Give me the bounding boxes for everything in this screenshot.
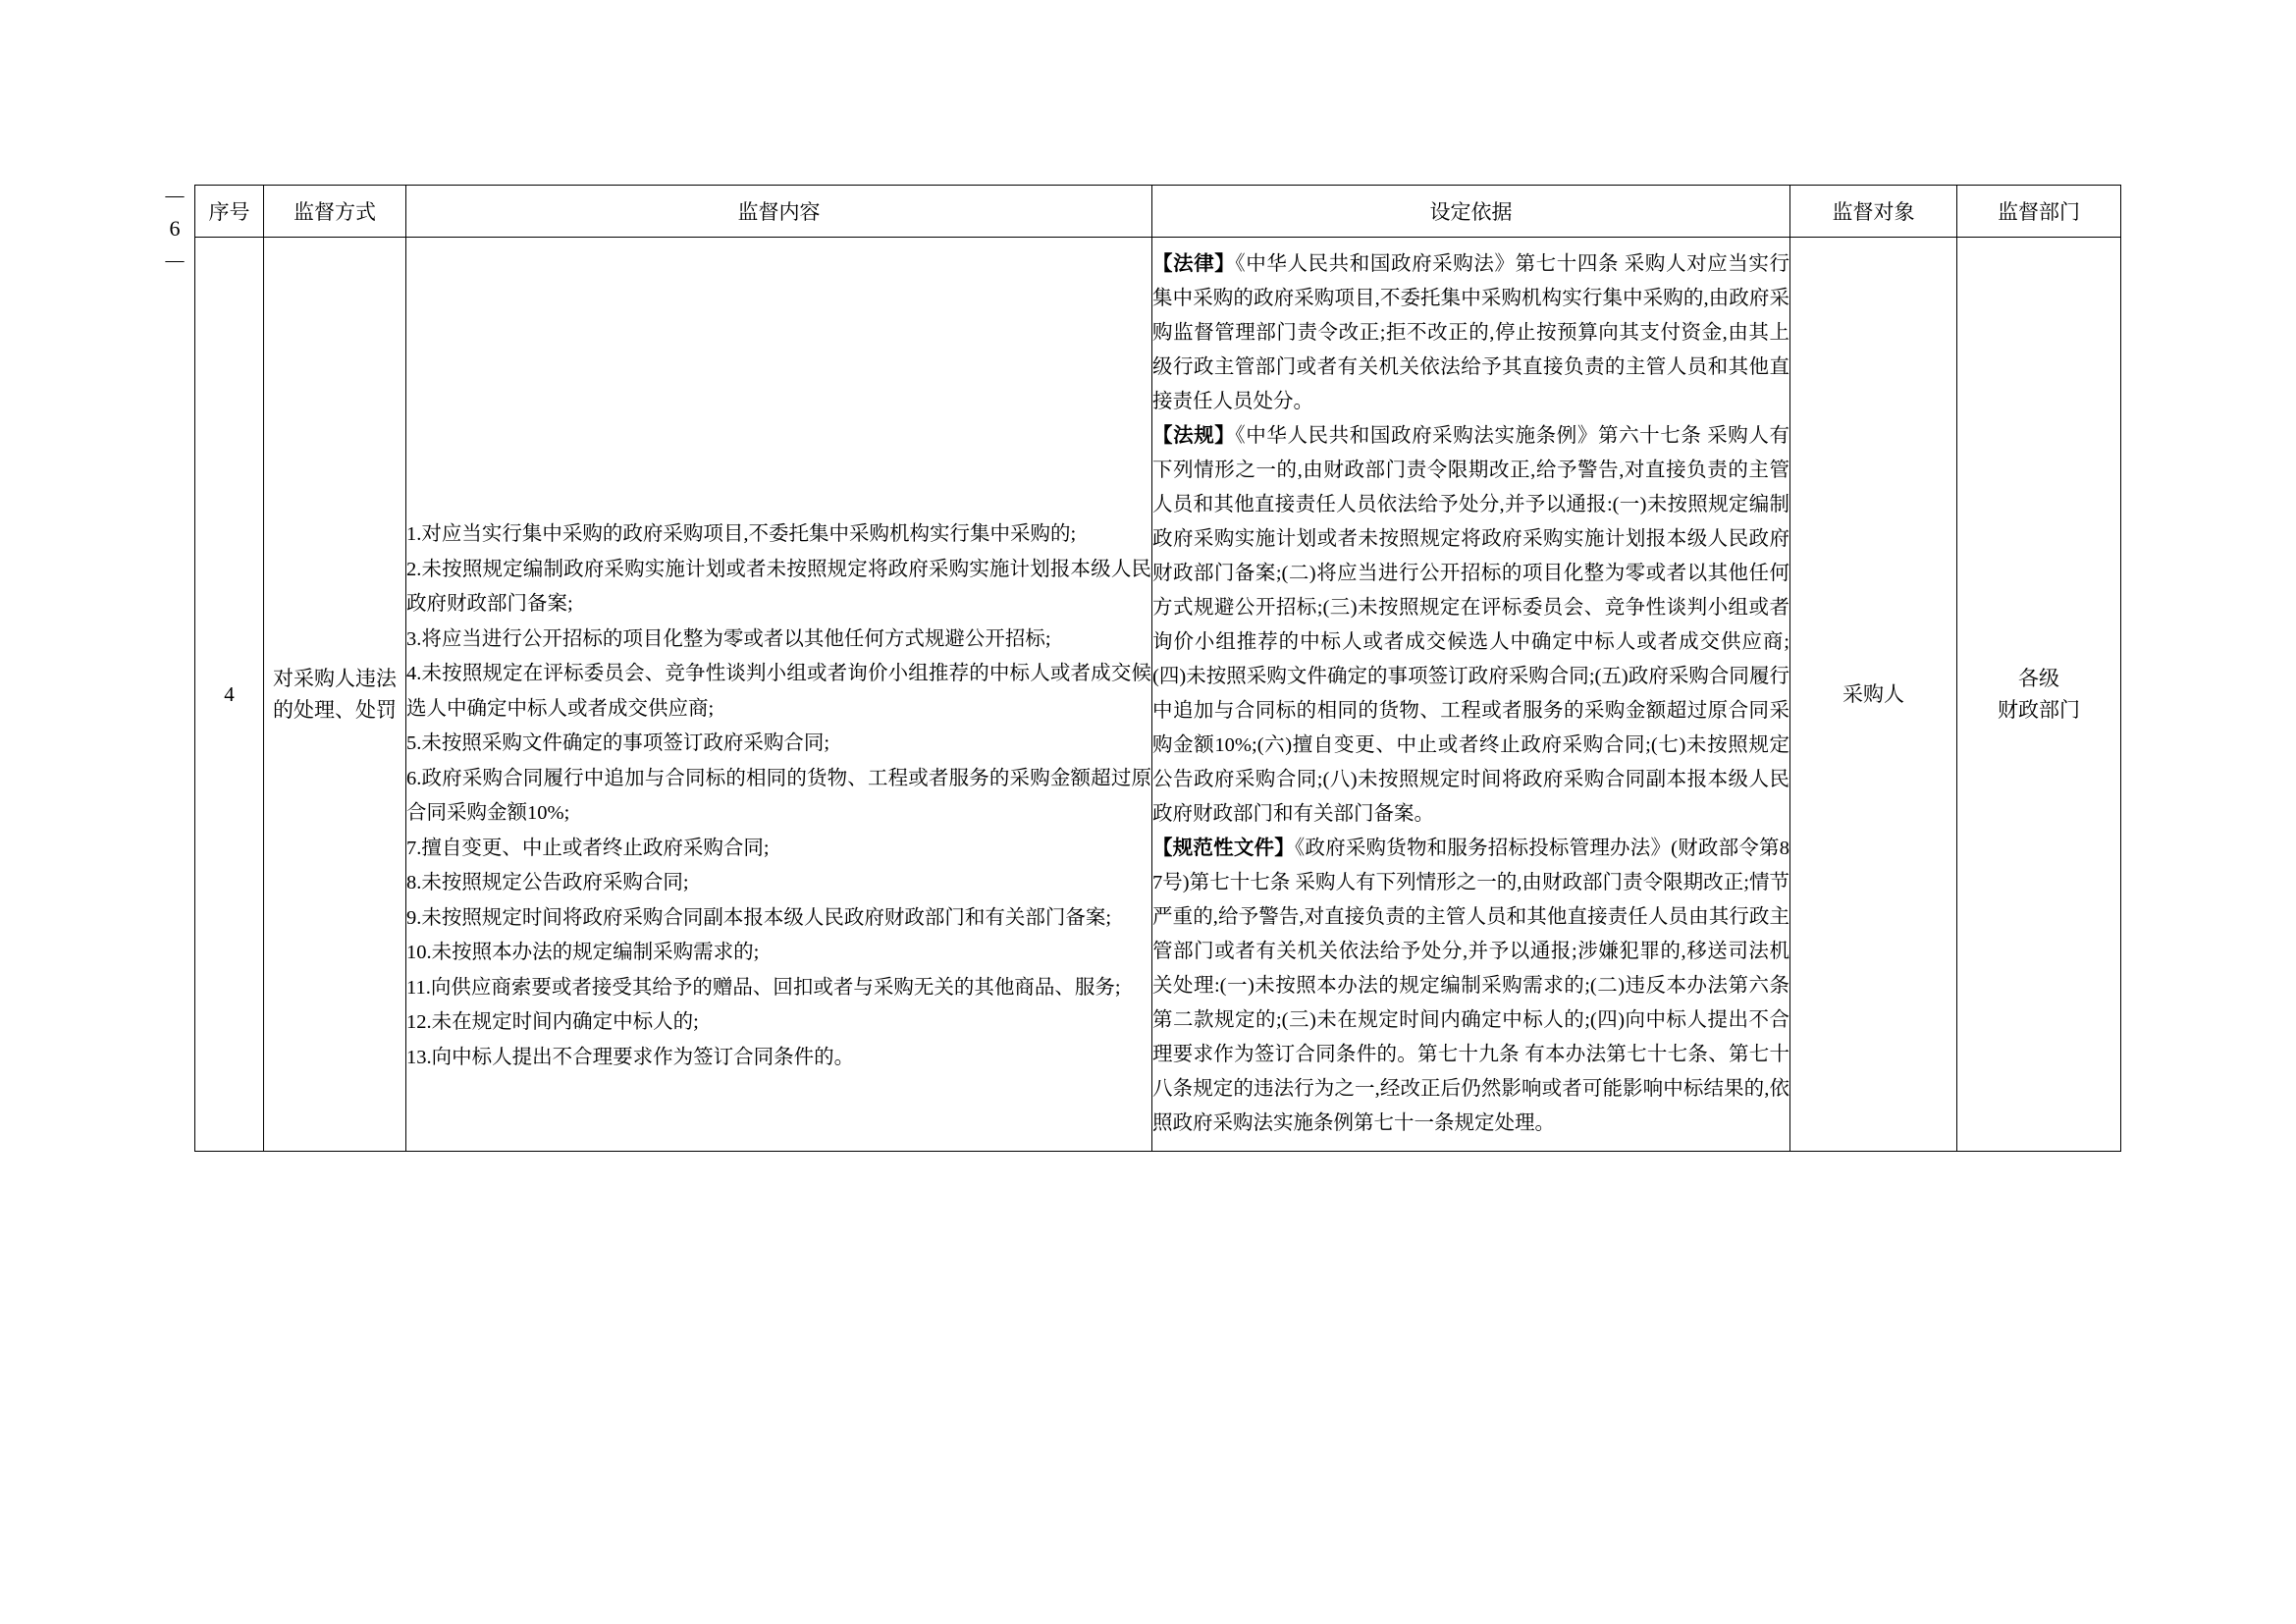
- cell-basis: [1152, 238, 1790, 1152]
- header-method: 监督方式: [264, 186, 406, 238]
- content-item: 10.未按照本办法的规定编制采购需求的;: [406, 942, 760, 963]
- header-basis: 设定依据: [1152, 186, 1790, 238]
- basis-label: 【规范性文件】: [1152, 838, 1295, 859]
- cell-method: 对采购人违法的处理、处罚: [264, 238, 406, 1152]
- basis-text: 《中华人民共和国政府采购法实施条例》第六十七条 采购人有下列情形之一的,由财政部门责令限期改正,给予警告,对直接负责的主管人员和其他直接责任人员依法给予处分,并予以通报:(一)未按照规定编制政府采购实施计划或者未按照规定将政府采购实施计划报本级人民政府财政部门备案;(二)将应当进行公开招标的项目化整为零或者以其他任何方式规避公开招标;(三)未按照规定在评标委员会、竞争性谈判小组或者询价小组推荐的中标人或者成交候选人中确定中标人或者成交供应商;(四)未按照采购文件确定的事项签订政府采购合同;(五)政府采购合同履行中追加与合同标的相同的货物、工程或者服务的采购金额超过原合同采购金额10%;(六)擅自变更、中止或者终止政府采购合同;(七)未按照规定公告政府采购合同;(八)未按照规定时间将政府采购合同副本报本级人民政府财政部门和有关部门备案。: [1152, 425, 1790, 825]
- content-item: 6.政府采购合同履行中追加与合同标的相同的货物、工程或者服务的采购金额超过原合同采购金额10%;: [406, 767, 1151, 824]
- content-item: 8.未按照规定公告政府采购合同;: [406, 872, 689, 893]
- header-content: 监督内容: [406, 186, 1152, 238]
- basis-text: 《政府采购货物和服务招标投标管理办法》(财政部令第87号)第七十七条 采购人有下列情形之一的,由财政部门责令限期改正;情节严重的,给予警告,对直接负责的主管人员和其他直接责任人员由其行政主管部门或者有关机关依法给予处分,并予以通报;涉嫌犯罪的,移送司法机关处理:(一)未按照本办法的规定编制采购需求的;(二)违反本办法第六条第二款规定的;(三)未在规定时间内确定中标人的;(四)向中标人提出不合理要求作为签订合同条件的。第七十九条 有本办法第七十七条、第七十八条规定的违法行为之一,经改正后仍然影响或者可能影响中标结果的,依照政府采购法实施条例第七十一条规定处理。: [1152, 838, 1790, 1134]
- basis-text: 《中华人民共和国政府采购法》第七十四条 采购人对应当实行集中采购的政府采购项目,不委托集中采购机构实行集中采购的,由政府采购监督管理部门责令改正;拒不改正的,停止按预算向其支付资金,由其上级行政主管部门或者有关机关依法给予其直接负责的主管人员和其他直接责任人员处分。: [1152, 253, 1790, 412]
- dept-line-1: 各级: [2018, 667, 2059, 690]
- basis-paragraph: [1152, 832, 1789, 1141]
- cell-content: [406, 238, 1152, 1152]
- content-item: 2.未按照规定编制政府采购实施计划或者未按照规定将政府采购实施计划报本级人民政府财政部门备案;: [406, 558, 1151, 615]
- content-item: 1.对应当实行集中采购的政府采购项目,不委托集中采购机构实行集中采购的;: [406, 523, 1077, 545]
- content-item: 5.未按照采购文件确定的事项签订政府采购合同;: [406, 732, 830, 754]
- table-header-row: [195, 186, 2121, 238]
- cell-object: 采购人: [1790, 238, 1957, 1152]
- cell-dept: [1957, 238, 2121, 1152]
- basis-paragraph: [1152, 419, 1789, 832]
- content-item: 9.未按照规定时间将政府采购合同副本报本级人民政府财政部门和有关部门备案;: [406, 906, 1112, 929]
- basis-list: [1152, 238, 1789, 1151]
- basis-label: 【法规】: [1152, 425, 1236, 447]
- content-item: 7.擅自变更、中止或者终止政府采购合同;: [406, 837, 770, 859]
- content-item: 13.向中标人提出不合理要求作为签订合同条件的。: [406, 1046, 855, 1068]
- content-item: 4.未按照规定在评标委员会、竞争性谈判小组或者询价小组推荐的中标人或者成交候选人中确定中标人或者成交供应商;: [406, 663, 1151, 720]
- page-number-value: 6: [169, 216, 181, 241]
- basis-label: 【法律】: [1152, 253, 1236, 275]
- cell-seq: 4: [195, 238, 264, 1152]
- content-item: 3.将应当进行公开招标的项目化整为零或者以其他任何方式规避公开招标;: [406, 627, 1051, 650]
- content-list: [406, 303, 1151, 1085]
- basis-paragraph: [1152, 247, 1789, 419]
- dept-line-2: 财政部门: [1998, 698, 2080, 722]
- header-seq: 序号: [195, 186, 264, 238]
- header-object: 监督对象: [1790, 186, 1957, 238]
- content-item: 12.未在规定时间内确定中标人的;: [406, 1011, 699, 1033]
- page-number-dash-top: —: [165, 186, 185, 206]
- table-row: [195, 238, 2121, 1152]
- header-dept: 监督部门: [1957, 186, 2121, 238]
- page-number-dash-bottom: —: [165, 250, 185, 271]
- content-item: 11.向供应商索要或者接受其给予的赠品、回扣或者与采购无关的其他商品、服务;: [406, 976, 1121, 999]
- supervision-table: [194, 185, 2121, 1152]
